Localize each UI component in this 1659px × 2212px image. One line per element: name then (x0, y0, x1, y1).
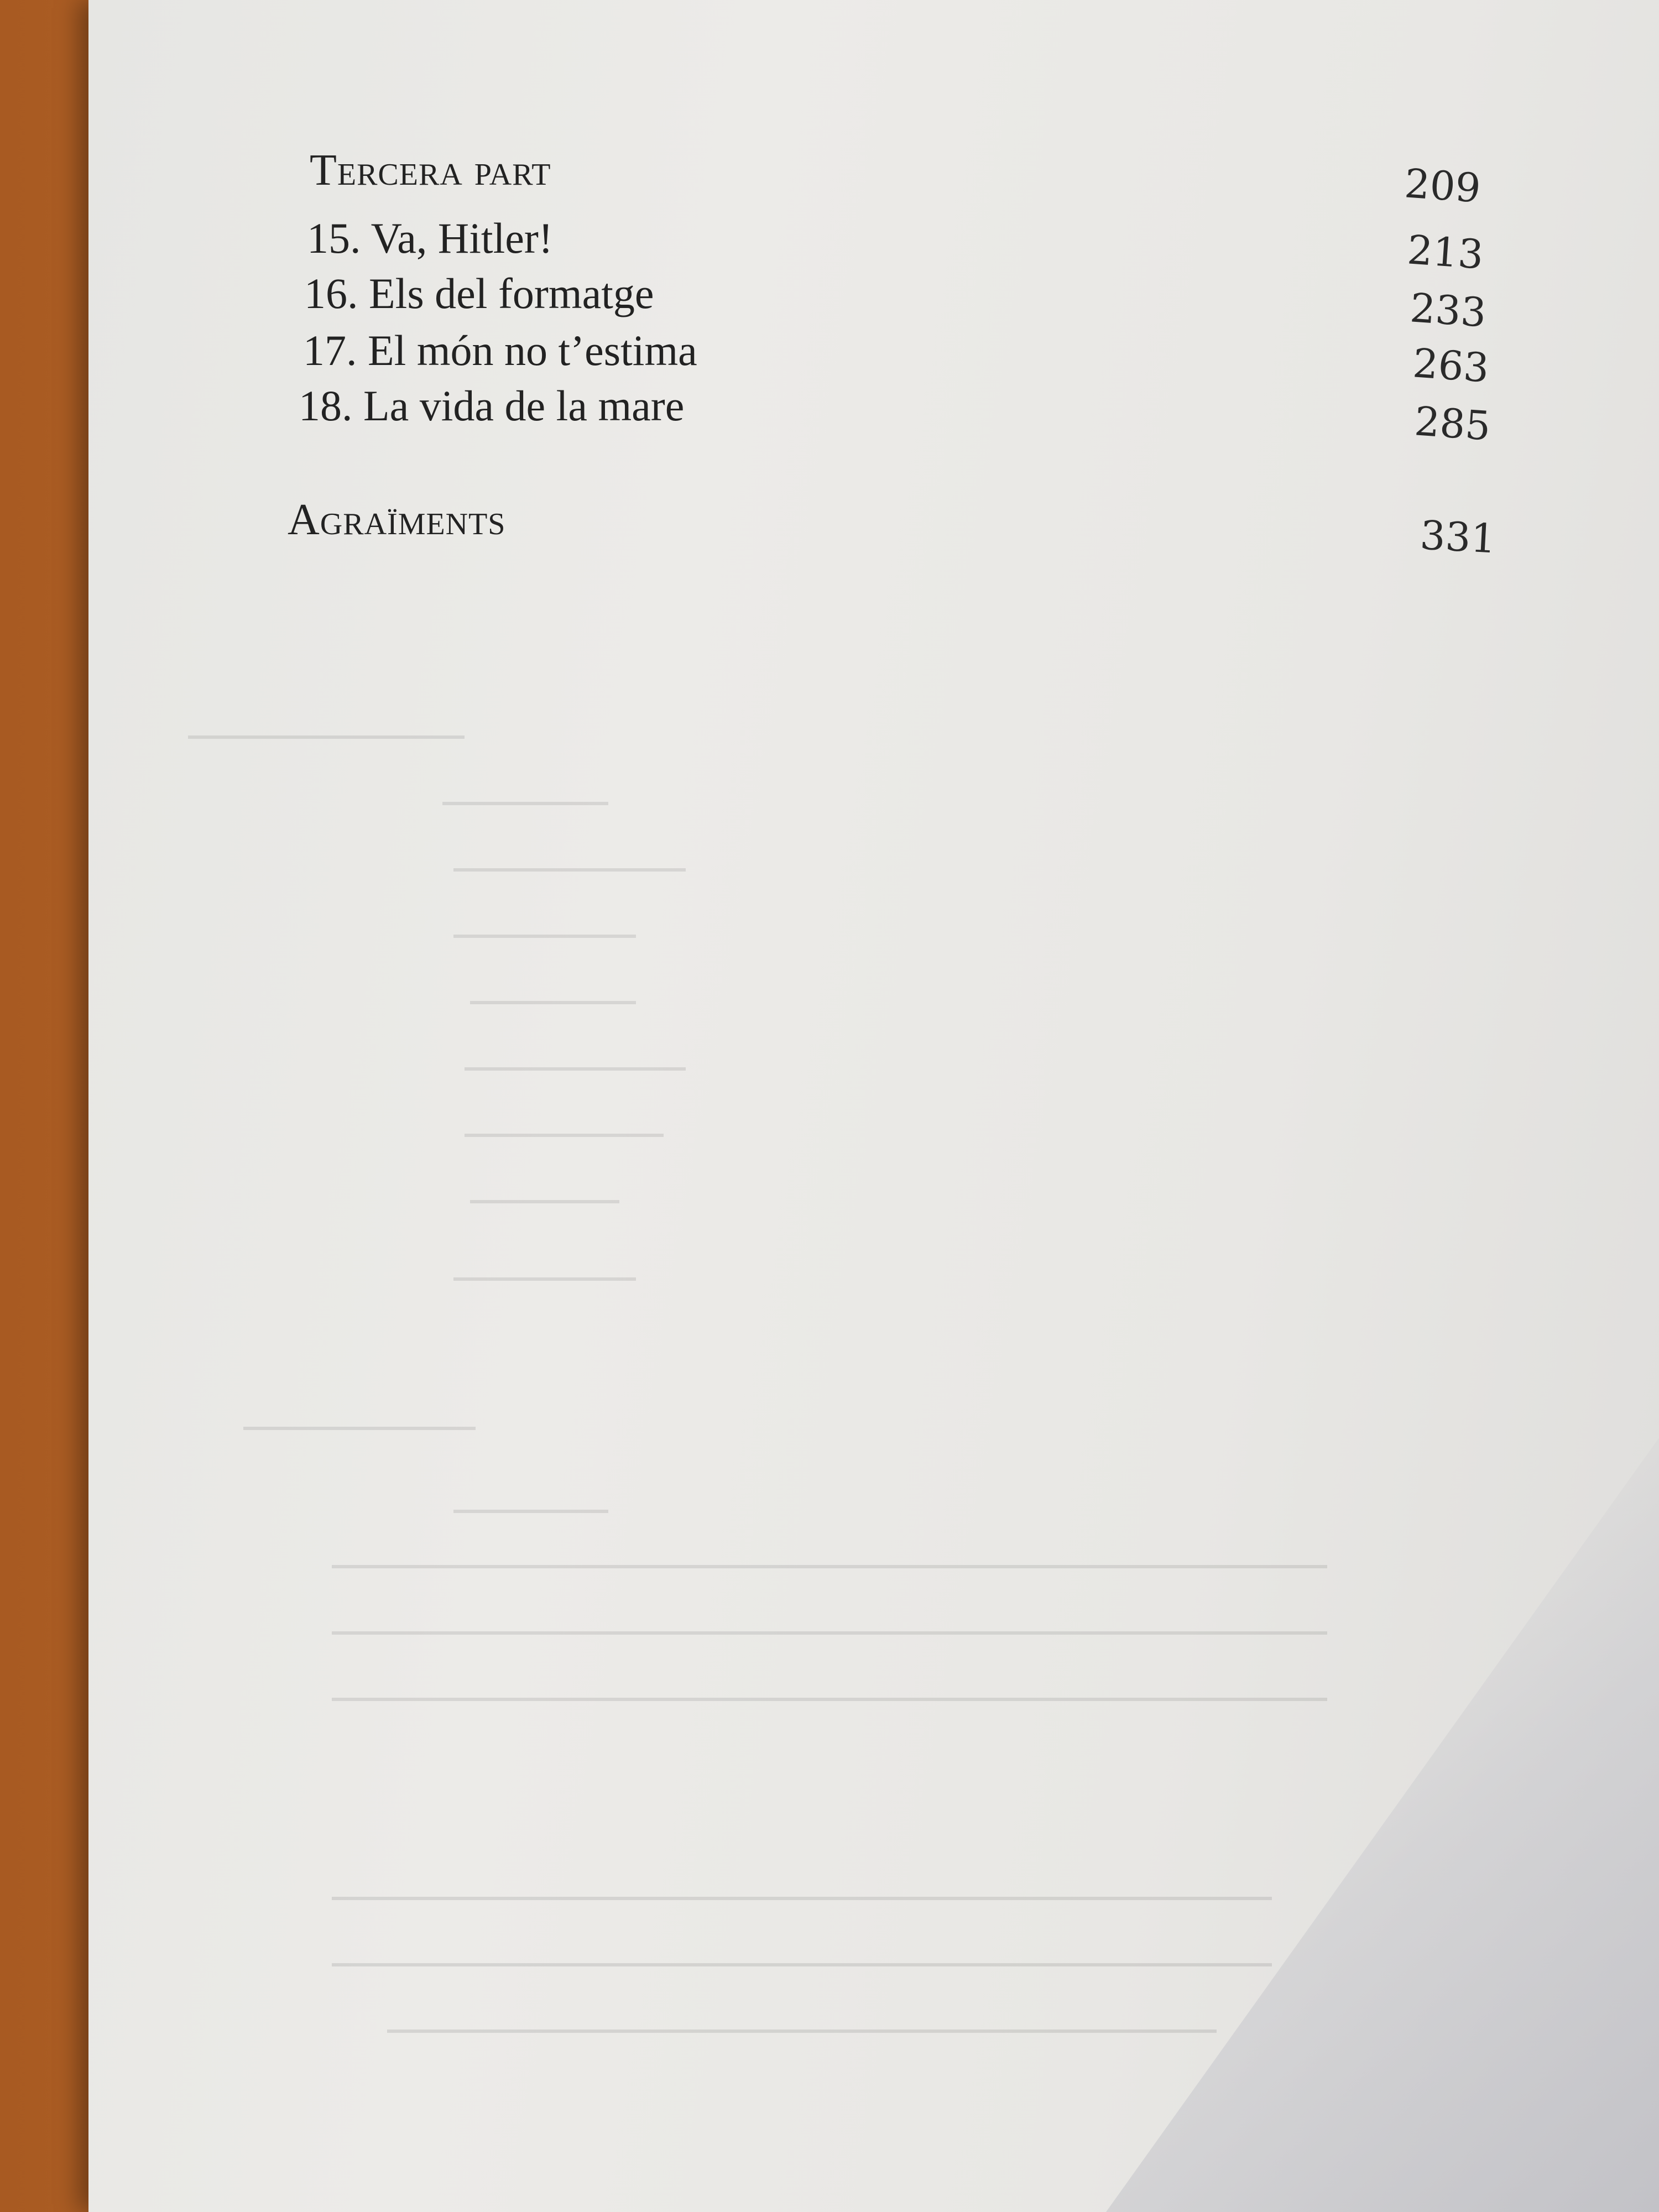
chapter-18-page: 285 (1413, 398, 1493, 450)
chapter-18: 18. La vida de la mare (299, 382, 685, 430)
chapter-15-page: 213 (1406, 226, 1485, 278)
chapter-15: 15. Va, Hitler! (307, 214, 553, 262)
chapter-17-page: 263 (1411, 340, 1491, 392)
chapter-16-page: 233 (1408, 284, 1488, 336)
acknowledgements-title: Agraïments (288, 495, 506, 544)
chapter-17: 17. El món no t’estima (303, 326, 697, 374)
chapter-16: 16. Els del formatge (304, 269, 654, 317)
section-title: Tercera part (310, 146, 551, 195)
acknowledgements-page-number: 331 (1418, 512, 1498, 562)
section-page-number: 209 (1403, 160, 1483, 212)
